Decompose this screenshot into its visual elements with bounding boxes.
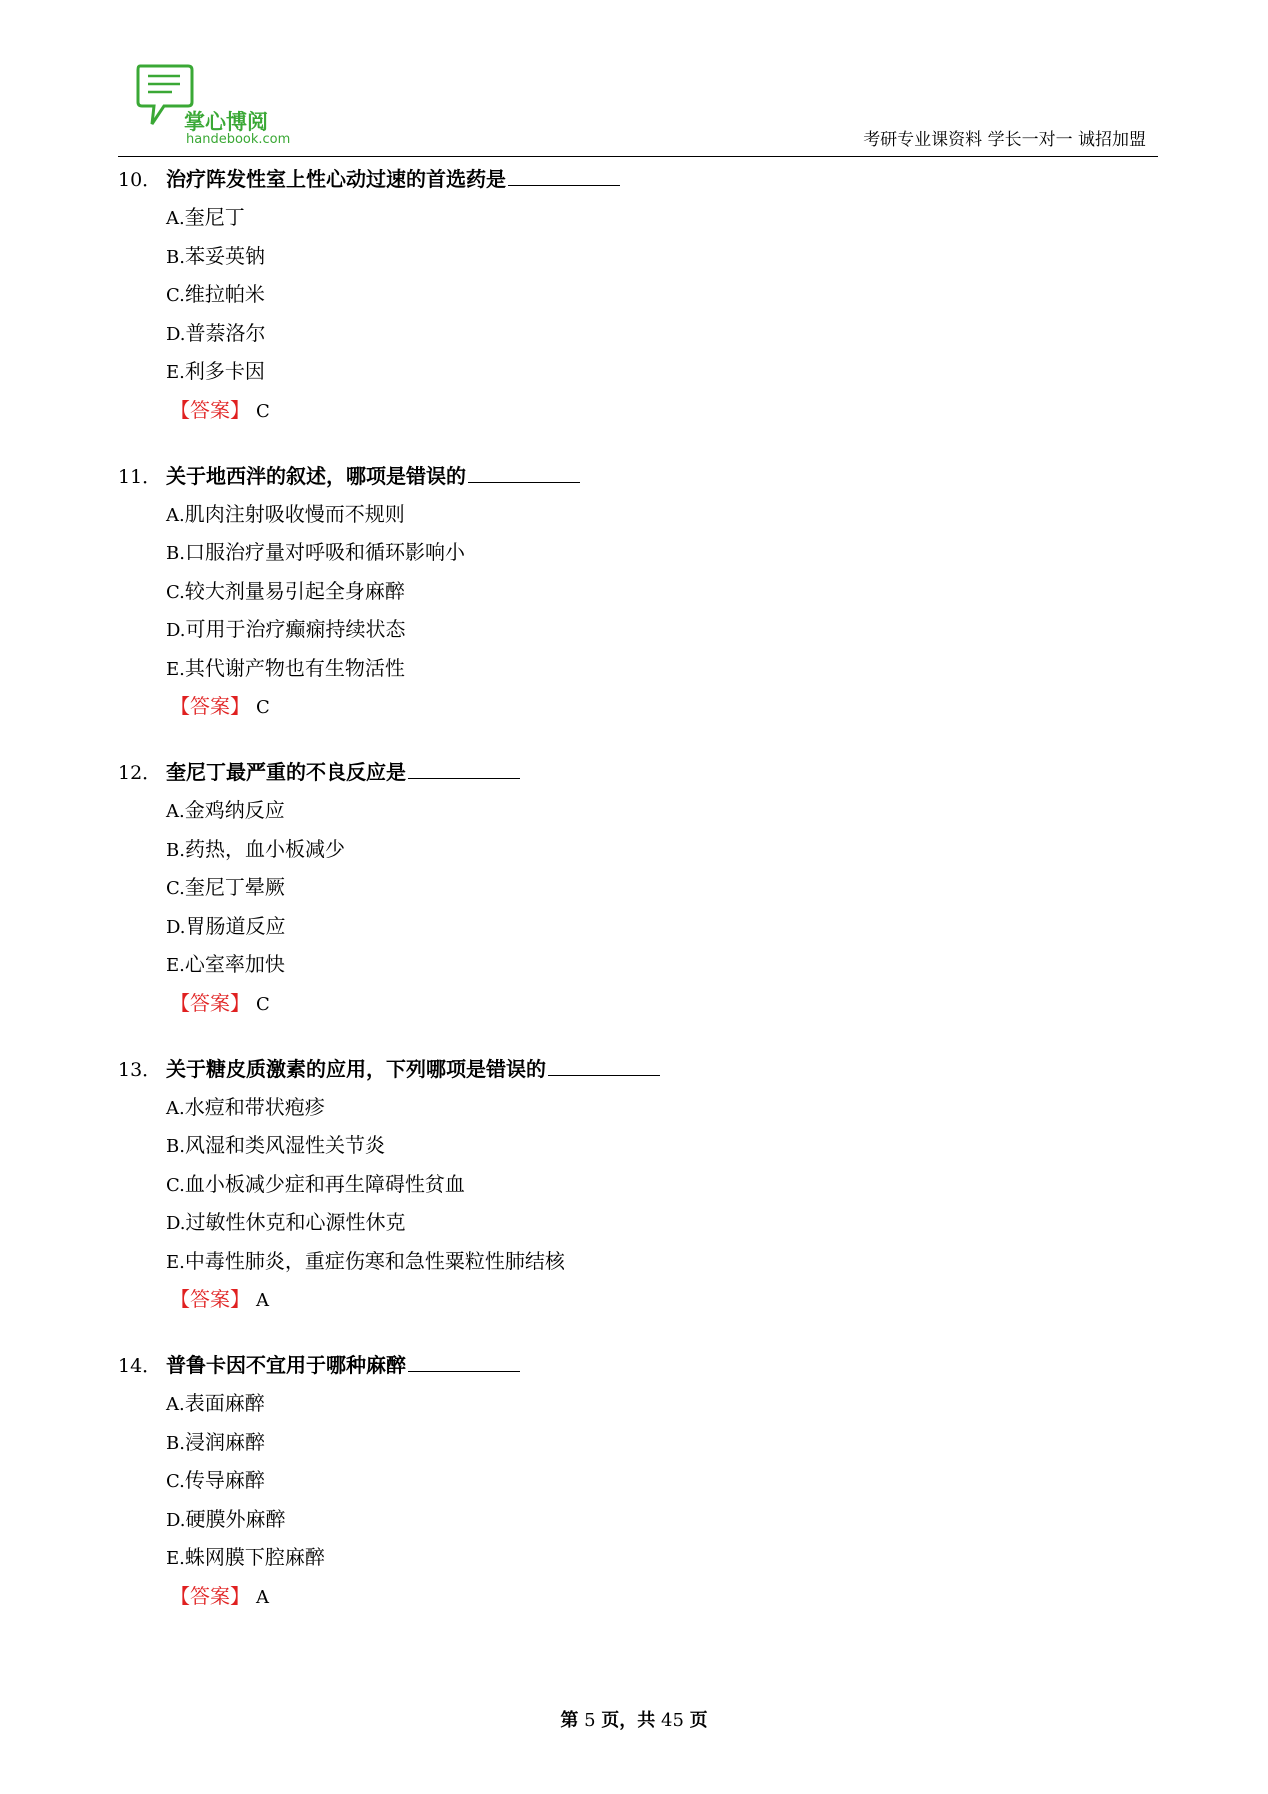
question-number: 14． — [118, 1355, 162, 1377]
option-item — [166, 314, 1158, 353]
option-text: 风湿和类风湿性关节炎 — [184, 1133, 385, 1157]
option-letter: E. — [166, 955, 185, 976]
option-letter: C. — [166, 285, 185, 306]
answer-line — [170, 391, 1158, 429]
question-text: 关于糖皮质激素的应用，下列哪项是错误的 — [166, 1056, 546, 1081]
option-item — [166, 352, 1158, 391]
option-letter: E. — [166, 1251, 185, 1273]
option-item — [166, 1088, 1158, 1127]
option-letter: A. — [166, 208, 185, 229]
question-title — [118, 457, 1158, 495]
option-item — [166, 1126, 1158, 1165]
option-text: 表面麻醉 — [184, 1391, 265, 1415]
option-text: 其代谢产物也有生物活性 — [184, 655, 405, 680]
answer-label: 【答案】 — [170, 1583, 250, 1608]
option-item — [166, 649, 1158, 688]
option-text: 心室率加快 — [184, 952, 285, 976]
question-number: 10． — [118, 169, 162, 191]
option-text: 金鸡纳反应 — [184, 798, 285, 822]
option-letter: A. — [166, 504, 185, 526]
question-block — [118, 160, 1158, 429]
option-letter: D. — [166, 323, 186, 345]
option-letter: A. — [166, 801, 185, 822]
option-text: 浸润麻醉 — [184, 1429, 265, 1454]
question-block — [118, 1346, 1158, 1615]
answer-blank — [468, 462, 580, 483]
answer-value: C — [256, 400, 270, 422]
option-letter: D. — [166, 620, 186, 641]
question-title — [118, 1050, 1158, 1088]
option-letter: B. — [166, 839, 185, 861]
page-footer — [0, 1706, 1268, 1732]
question-block — [118, 1050, 1158, 1319]
option-item — [166, 237, 1158, 276]
option-letter: C. — [166, 581, 185, 603]
option-item — [166, 830, 1158, 869]
option-text: 利多卡因 — [184, 359, 265, 383]
option-text: 水痘和带状疱疹 — [184, 1094, 325, 1119]
option-text: 蛛网膜下腔麻醉 — [184, 1545, 325, 1569]
option-letter: A. — [166, 1097, 185, 1119]
option-item — [166, 198, 1158, 237]
option-text: 药热，血小板减少 — [184, 836, 345, 861]
option-text: 口服治疗量对呼吸和循环影响小 — [184, 540, 465, 564]
answer-value: C — [256, 697, 270, 718]
footer-prefix: 第 — [560, 1710, 579, 1731]
option-item — [166, 1384, 1158, 1423]
answer-blank — [548, 1055, 660, 1076]
footer-middle: 页，共 — [601, 1710, 656, 1731]
option-letter: E. — [166, 658, 185, 680]
option-text: 过敏性休克和心源性休克 — [185, 1210, 406, 1234]
option-letter: A. — [166, 1394, 185, 1415]
option-item — [166, 1165, 1158, 1204]
option-letter: B. — [166, 1136, 185, 1157]
question-number: 13． — [118, 1058, 162, 1081]
option-letter: B. — [166, 543, 185, 564]
header-tagline: 考研专业课资料 学长一对一 诚招加盟 — [863, 130, 1146, 150]
option-text: 可用于治疗癫痫持续状态 — [185, 617, 406, 641]
answer-label: 【答案】 — [170, 694, 250, 718]
option-item — [166, 907, 1158, 946]
option-text: 传导麻醉 — [184, 1468, 265, 1492]
option-item — [166, 868, 1158, 907]
option-text: 苯妥英钠 — [184, 243, 265, 268]
option-item — [166, 533, 1158, 572]
option-item — [166, 275, 1158, 314]
logo-name: 掌心博阅 — [184, 110, 268, 134]
question-title — [118, 1346, 1158, 1384]
option-letter: D. — [166, 916, 186, 938]
option-letter: B. — [166, 1432, 185, 1454]
question-block — [118, 457, 1158, 726]
option-item — [166, 572, 1158, 611]
option-text: 奎尼丁 — [184, 205, 245, 229]
answer-value: A — [256, 1290, 269, 1311]
option-letter: E. — [166, 362, 185, 383]
option-item — [166, 1423, 1158, 1462]
answer-label: 【答案】 — [170, 397, 250, 422]
answer-line — [170, 984, 1158, 1022]
question-text: 普鲁卡因不宜用于哪种麻醉 — [166, 1353, 406, 1377]
question-number: 12． — [118, 762, 162, 784]
option-text: 胃肠道反应 — [185, 913, 286, 938]
option-text: 中毒性肺炎，重症伤寒和急性粟粒性肺结核 — [184, 1248, 565, 1273]
option-letter: D. — [166, 1213, 186, 1234]
question-number: 11． — [118, 465, 162, 488]
option-text: 普萘洛尔 — [185, 320, 266, 345]
question-text: 治疗阵发性室上性心动过速的首选药是 — [166, 167, 506, 191]
option-letter: B. — [166, 246, 185, 268]
page-header — [118, 58, 1158, 157]
question-text: 奎尼丁最严重的不良反应是 — [166, 760, 406, 784]
option-letter: C. — [166, 1174, 185, 1196]
question-title — [118, 753, 1158, 791]
option-letter: E. — [166, 1548, 185, 1569]
answer-line — [170, 687, 1158, 725]
logo — [134, 62, 294, 150]
option-letter: D. — [166, 1509, 186, 1531]
option-letter: C. — [166, 878, 185, 899]
answer-blank — [408, 1351, 520, 1372]
option-item — [166, 791, 1158, 830]
answer-blank — [408, 758, 520, 779]
option-text: 较大剂量易引起全身麻醉 — [184, 578, 405, 603]
option-item — [166, 1538, 1158, 1577]
footer-suffix: 页 — [689, 1710, 708, 1731]
option-text: 硬膜外麻醉 — [185, 1506, 286, 1531]
answer-blank — [508, 165, 620, 186]
option-item — [166, 610, 1158, 649]
answer-line — [170, 1577, 1158, 1615]
logo-url: handebook.com — [186, 132, 291, 147]
option-letter: C. — [166, 1471, 185, 1492]
question-block — [118, 753, 1158, 1022]
option-item — [166, 495, 1158, 534]
answer-label: 【答案】 — [170, 990, 250, 1015]
question-text: 关于地西泮的叙述，哪项是错误的 — [166, 463, 466, 488]
question-list — [118, 160, 1158, 1643]
answer-line — [170, 1280, 1158, 1318]
footer-total-pages: 45 — [661, 1710, 684, 1731]
answer-label: 【答案】 — [170, 1287, 250, 1311]
footer-page-number: 5 — [584, 1710, 596, 1731]
option-text: 维拉帕米 — [184, 282, 265, 306]
option-text: 血小板减少症和再生障碍性贫血 — [184, 1171, 465, 1196]
question-title — [118, 160, 1158, 198]
option-item — [166, 1461, 1158, 1500]
option-item — [166, 1242, 1158, 1281]
option-text: 奎尼丁晕厥 — [184, 875, 285, 899]
answer-value: A — [256, 1586, 269, 1608]
option-text: 肌肉注射吸收慢而不规则 — [184, 501, 405, 526]
option-item — [166, 945, 1158, 984]
answer-value: C — [256, 993, 270, 1015]
option-item — [166, 1203, 1158, 1242]
option-item — [166, 1500, 1158, 1539]
